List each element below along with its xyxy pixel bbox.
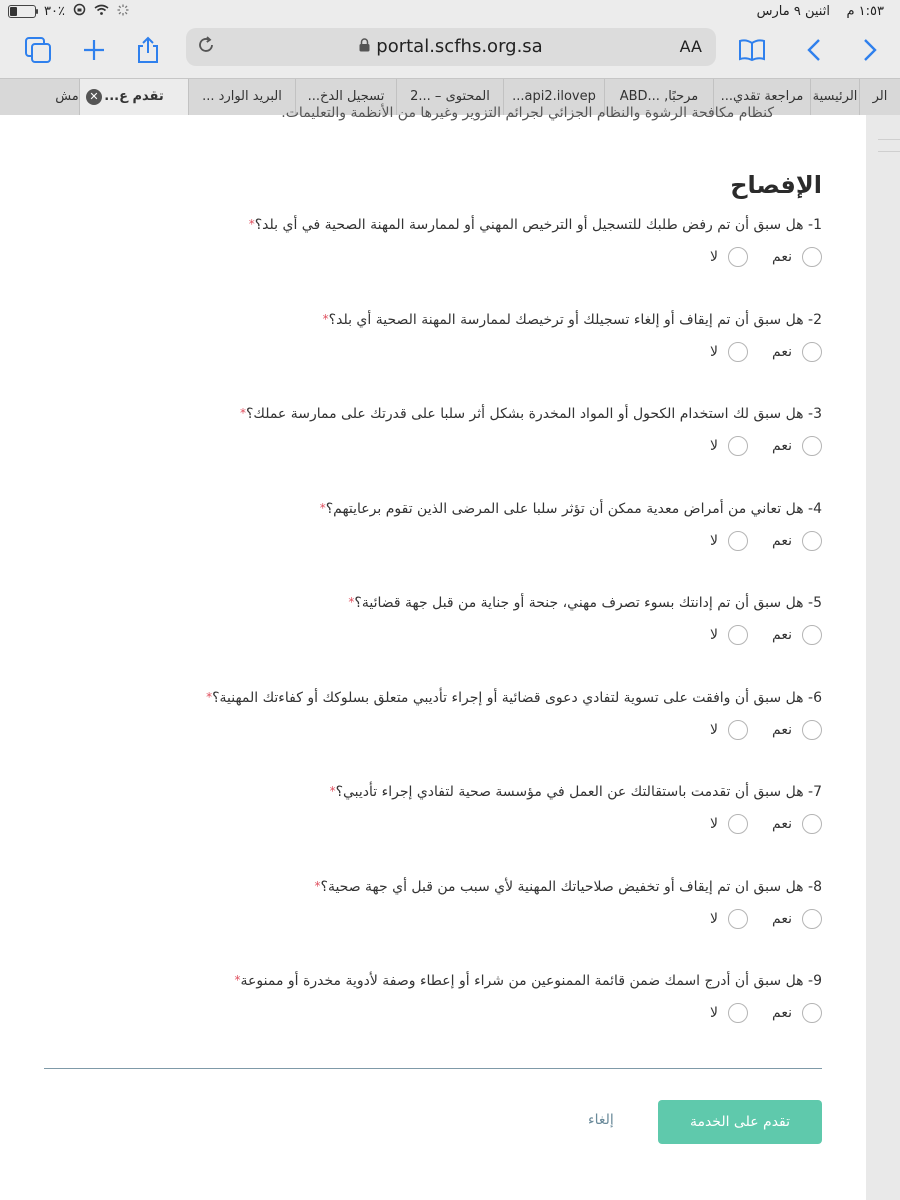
question-label: 3- هل سبق لك استخدام الكحول أو المواد المخدرة بشكل أثر سلبا على قدرتك على ممارسة عملك؟ — [245, 406, 822, 422]
option-label-no: لا — [710, 627, 718, 643]
gutter-divider — [878, 151, 900, 152]
address-bar[interactable] — [186, 28, 716, 66]
disclosure-question — [32, 406, 822, 456]
answer-options — [32, 531, 822, 551]
radio-no[interactable] — [728, 720, 748, 740]
disclosure-question — [32, 879, 822, 929]
disclosure-question — [32, 784, 822, 834]
option-no[interactable] — [688, 247, 748, 267]
question-text — [32, 879, 822, 895]
browser-toolbar — [0, 22, 900, 78]
required-marker: * — [329, 784, 336, 798]
forward-button[interactable] — [852, 32, 888, 68]
status-time: ١:٥٣ م — [846, 4, 884, 19]
disclosure-question — [32, 501, 822, 551]
question-label: 8- هل سبق ان تم إيقاف أو تخفيض صلاحياتك المهنية لأي سبب من قبل أي جهة صحية؟ — [320, 879, 822, 895]
option-yes[interactable] — [762, 909, 822, 929]
submit-service-button[interactable]: تقدم على الخدمة — [658, 1100, 822, 1144]
question-text — [32, 784, 822, 800]
status-indicators — [8, 3, 129, 19]
question-text — [32, 501, 822, 517]
required-marker: * — [248, 217, 255, 231]
required-marker: * — [206, 690, 213, 704]
battery-fill — [10, 7, 17, 16]
radio-no[interactable] — [728, 625, 748, 645]
text-size-button[interactable]: AA — [679, 37, 702, 56]
option-yes[interactable] — [762, 1003, 822, 1023]
option-no[interactable] — [688, 342, 748, 362]
tabs-overview-button[interactable] — [20, 32, 56, 68]
option-no[interactable] — [688, 1003, 748, 1023]
tab-content[interactable]: المحتوى – ...2 — [396, 79, 503, 115]
tab-login[interactable]: تسجيل الدخ... — [295, 79, 396, 115]
answer-options — [32, 720, 822, 740]
gutter-divider — [878, 139, 900, 140]
option-label-no: لا — [710, 722, 718, 738]
option-label-no: لا — [710, 1005, 718, 1021]
option-label-yes: نعم — [772, 911, 792, 927]
side-gutter — [866, 115, 900, 1200]
tab-active-label: تقدم ع... — [104, 89, 164, 104]
tab-active-apply[interactable] — [79, 79, 188, 115]
radio-yes[interactable] — [802, 342, 822, 362]
answer-options — [32, 436, 822, 456]
form-divider — [44, 1068, 822, 1069]
option-label-no: لا — [710, 344, 718, 360]
new-tab-button[interactable] — [76, 32, 112, 68]
radio-yes[interactable] — [802, 436, 822, 456]
option-label-yes: نعم — [772, 1005, 792, 1021]
status-date: اثنين ٩ مارس — [756, 4, 830, 19]
required-marker: * — [322, 312, 329, 326]
option-yes[interactable] — [762, 436, 822, 456]
radio-no[interactable] — [728, 1003, 748, 1023]
truncated-previous-text: كنظام مكافحة الرشوة والنظام الجزائي لجرائم التزوير وغيرها من الأنظمة والتعليمات. — [281, 105, 774, 121]
radio-yes[interactable] — [802, 625, 822, 645]
option-yes[interactable] — [762, 342, 822, 362]
question-text — [32, 595, 822, 611]
option-no[interactable] — [688, 436, 748, 456]
tab-review[interactable]: مراجعة تقدي... — [713, 79, 810, 115]
url-display[interactable] — [186, 36, 716, 57]
status-datetime — [757, 4, 884, 19]
back-button[interactable] — [796, 32, 832, 68]
option-label-no: لا — [710, 249, 718, 265]
question-text — [32, 973, 822, 989]
question-text — [32, 312, 822, 328]
answer-options — [32, 909, 822, 929]
option-label-no: لا — [710, 816, 718, 832]
radio-no[interactable] — [728, 342, 748, 362]
radio-yes[interactable] — [802, 247, 822, 267]
answer-options — [32, 342, 822, 362]
radio-yes[interactable] — [802, 531, 822, 551]
question-label: 6- هل سبق أن وافقت على تسوية لتفادي دعوى قضائية أو إجراء تأديبي متعلق بسلوكك أو كفاءتك المهنية؟ — [212, 690, 822, 706]
tab-partial-right[interactable]: الر — [859, 79, 900, 115]
share-icon — [136, 36, 160, 64]
option-label-no: لا — [710, 533, 718, 549]
disclosure-question — [32, 973, 822, 1023]
disclosure-question — [32, 312, 822, 362]
radio-no[interactable] — [728, 814, 748, 834]
disclosure-question — [32, 217, 822, 267]
question-label: 2- هل سبق أن تم إيقاف أو إلغاء تسجيلك أو ترخيصك لممارسة المهنة الصحية أي بلد؟ — [328, 312, 822, 328]
question-label: 1- هل سبق أن تم رفض طلبك للتسجيل أو الترخيص المهني أو لممارسة المهنة الصحية في أي بلد؟ — [254, 217, 822, 233]
required-marker: * — [239, 406, 246, 420]
tab-api2[interactable]: api2.ilovep... — [503, 79, 604, 115]
option-yes[interactable] — [762, 814, 822, 834]
tab-inbox[interactable]: البريد الوارد ... — [188, 79, 295, 115]
radio-yes[interactable] — [802, 720, 822, 740]
radio-yes[interactable] — [802, 1003, 822, 1023]
option-yes[interactable] — [762, 720, 822, 740]
question-text — [32, 406, 822, 422]
lock-rotation-icon — [73, 3, 86, 19]
question-label: 4- هل تعاني من أمراض معدية ممكن أن تؤثر سلبا على المرضى الذين تقوم برعايتهم؟ — [325, 501, 822, 517]
option-label-yes: نعم — [772, 344, 792, 360]
web-page — [0, 105, 900, 1200]
radio-no[interactable] — [728, 531, 748, 551]
option-yes[interactable] — [762, 247, 822, 267]
question-text — [32, 217, 822, 233]
loading-spinner-icon — [117, 4, 129, 19]
wifi-icon — [94, 4, 109, 18]
section-title: الإفصاح — [730, 171, 822, 199]
url-text: portal.scfhs.org.sa — [376, 36, 543, 57]
answer-options — [32, 247, 822, 267]
option-label-yes: نعم — [772, 249, 792, 265]
required-marker: * — [314, 879, 321, 893]
option-label-no: لا — [710, 438, 718, 454]
plus-icon — [82, 38, 106, 62]
radio-no[interactable] — [728, 909, 748, 929]
share-button[interactable] — [130, 32, 166, 68]
option-label-yes: نعم — [772, 438, 792, 454]
radio-no[interactable] — [728, 436, 748, 456]
required-marker: * — [319, 501, 326, 515]
answer-options — [32, 1003, 822, 1023]
option-label-yes: نعم — [772, 722, 792, 738]
option-yes[interactable] — [762, 531, 822, 551]
required-marker: * — [348, 595, 355, 609]
chevron-right-icon — [862, 38, 878, 62]
bookmarks-button[interactable] — [734, 32, 770, 68]
question-text — [32, 690, 822, 706]
tabs-overview-icon — [24, 36, 52, 64]
required-marker: * — [234, 973, 241, 987]
radio-yes[interactable] — [802, 909, 822, 929]
option-no[interactable] — [688, 814, 748, 834]
tab-edge-left[interactable]: مش — [55, 89, 79, 104]
option-no[interactable] — [688, 909, 748, 929]
option-label-no: لا — [710, 911, 718, 927]
battery-percent: ٪٣٠ — [44, 3, 65, 19]
tab-welcome[interactable]: مرحبًا, ...ABD — [604, 79, 713, 115]
question-label: 9- هل سبق أن أدرج اسمك ضمن قائمة الممنوعين من شراء أو إعطاء وصفة لأدوية مخدرة أو ممنوعة — [240, 973, 822, 989]
option-no[interactable] — [688, 531, 748, 551]
option-no[interactable] — [688, 625, 748, 645]
question-label: 5- هل سبق أن تم إدانتك بسوء تصرف مهني، جنحة أو جناية من قبل جهة قضائية؟ — [354, 595, 822, 611]
question-label: 7- هل سبق أن تقدمت باستقالتك عن العمل في مؤسسة صحية لتفادي إجراء تأديبي؟ — [335, 784, 822, 800]
chevron-left-icon — [806, 38, 822, 62]
radio-no[interactable] — [728, 247, 748, 267]
option-label-yes: نعم — [772, 533, 792, 549]
close-tab-icon[interactable]: ✕ — [86, 89, 102, 105]
option-no[interactable] — [688, 720, 748, 740]
disclosure-form — [0, 105, 866, 1200]
status-bar — [0, 0, 900, 22]
option-label-yes: نعم — [772, 627, 792, 643]
lock-icon — [359, 38, 370, 56]
tab-home[interactable]: الرئيسية — [810, 79, 859, 115]
answer-options — [32, 625, 822, 645]
cancel-link[interactable]: إلغاء — [588, 1112, 614, 1128]
option-yes[interactable] — [762, 625, 822, 645]
book-icon — [738, 38, 766, 62]
radio-yes[interactable] — [802, 814, 822, 834]
answer-options — [32, 814, 822, 834]
battery-icon — [8, 5, 36, 18]
disclosure-question — [32, 595, 822, 645]
option-label-yes: نعم — [772, 816, 792, 832]
disclosure-question — [32, 690, 822, 740]
